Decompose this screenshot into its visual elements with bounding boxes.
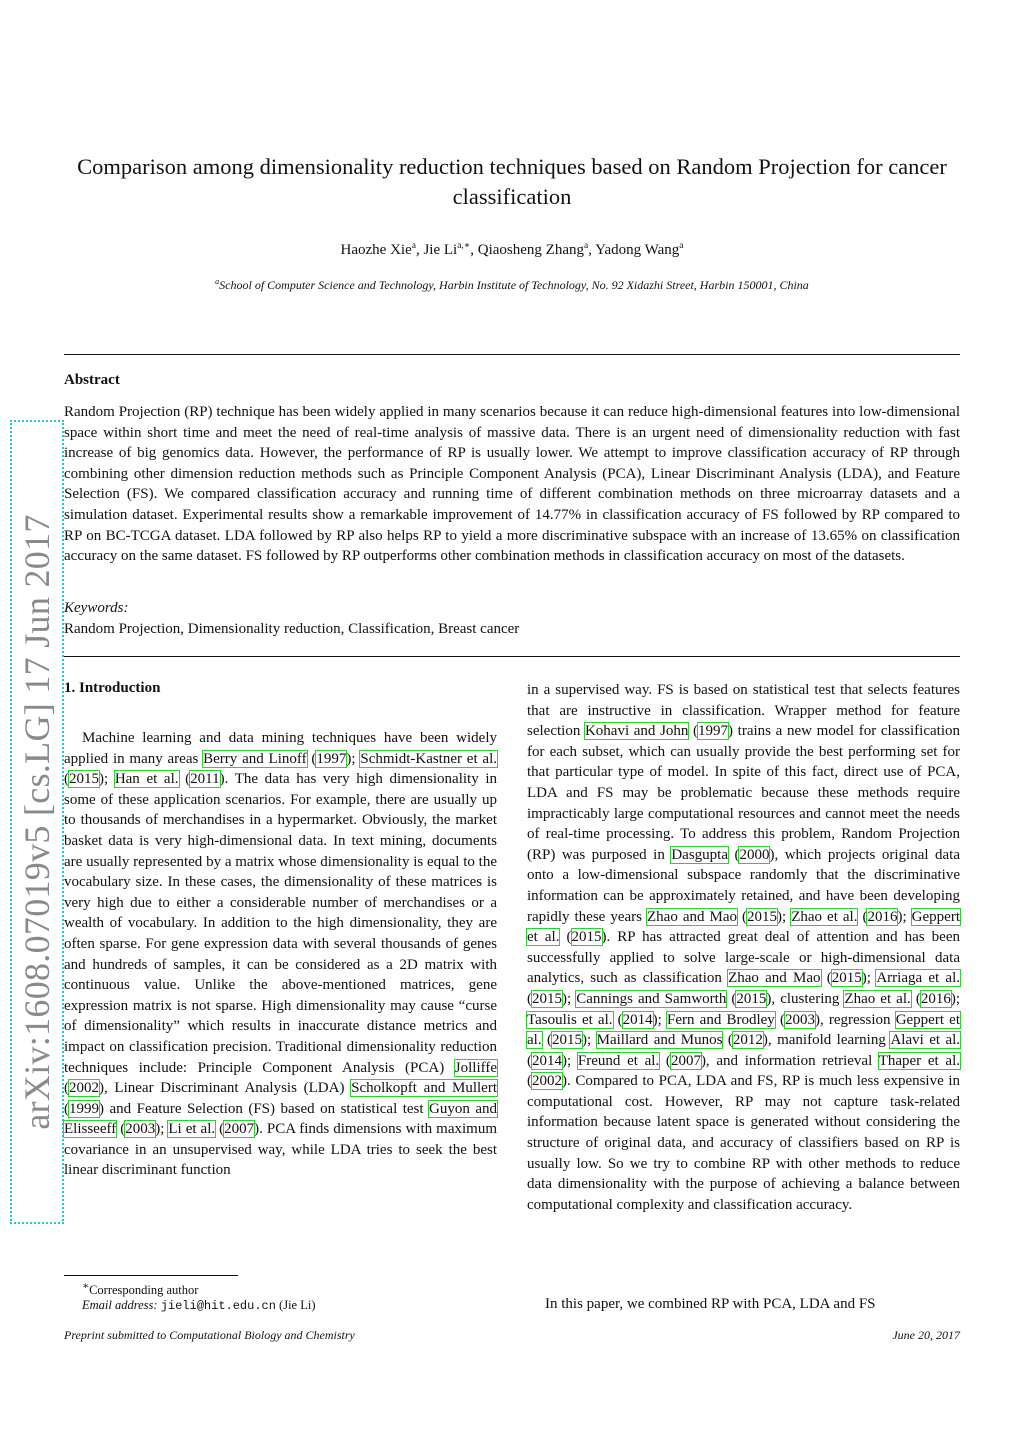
paragraph-text: ); [155, 1121, 169, 1138]
abstract-text: Random Projection (RP) technique has been widely applied in many scenarios because it can reduce high-dimensional features into low-dimensional space within short time and meet the need of real-time analysis of massive data. There is an urgent need of dimensionality reduction with fast increase of big genomics data. However, the performance of RP is usually lower. We attempt to improve classification accuracy of RP through combining other dimension reduction methods such as Principle Component Analysis (PCA), Linear Discriminant Analysis (LDA), and Feature Selection (FS). We compared classification accuracy and running time of different combination methods on three microarray datasets and a simulation dataset. Experimental results show a remarkable improvement of 14.77% in classification accuracy of FS followed by RP compared to RP on BC-TCGA dataset. LDA followed by RP also helps RP to yield a more discriminative subspace with an increase of 13.65% on classification accuracy on the same dataset. FS followed by RP outperforms other combination methods in classification accuracy on most of the datasets. [64, 404, 960, 565]
citation-link[interactable]: Zhao et al. [844, 990, 911, 1007]
paragraph-text: ); [99, 771, 115, 788]
paragraph-text: ( [64, 771, 69, 788]
paragraph-text: ); [897, 908, 912, 925]
paragraph-text: ( [178, 771, 191, 788]
paragraph-text: ). RP has attracted great deal of attention and has been successfully applied to solve large-scale or high-dimensional data analytics, such as classification [527, 929, 960, 987]
paragraph-text: Machine learning and data mining techniques have been widely applied in many areas [64, 730, 497, 767]
paragraph-text: ); [582, 1032, 597, 1049]
citation-link[interactable]: Guyon and Elisseeff [64, 1100, 497, 1138]
citation-link[interactable]: Freund et al. [577, 1052, 660, 1069]
paragraph-text: ( [737, 908, 748, 925]
paragraph-text: ( [527, 990, 532, 1007]
paragraph-text: in a supervised way. FS is based on statistical test that selects features that are instructive in classification. Wrapper method for feature selection [527, 682, 960, 740]
author-affil-mark[interactable]: a,∗ [457, 241, 471, 251]
keywords-text: Random Projection, Dimensionality reduction, Classification, Breast cancer [64, 621, 520, 637]
citation-link[interactable]: Arriaga et al. [876, 970, 960, 987]
abstract-bottom-rule [64, 656, 960, 657]
citation-link[interactable]: 2015 [747, 908, 778, 925]
affiliation [60, 277, 964, 293]
citation-link[interactable]: Schmidt-Kastner et al. [360, 750, 497, 767]
citation-link[interactable]: Kohavi and John [584, 723, 689, 740]
author-name: Haozhe Xie [340, 242, 412, 258]
paragraph-text: ) trains a new model for classification for each subset, which can usually provide the best performing set for that particular type of model. In spite of this fact, direct use of PCA, LDA and FS may be problematic because these methods require impracticably large computational resources and cannot meet the needs of real-time processing. To address this problem, Random Projection (RP) was purposed in [527, 723, 960, 863]
paragraph-text: ( [688, 723, 699, 740]
citation-link[interactable]: 2007 [670, 1052, 701, 1069]
citation-link[interactable]: 1997 [698, 723, 729, 740]
paragraph-text: ) and Feature Selection (FS) based on statistical test [99, 1100, 430, 1117]
citation-link[interactable]: 2015 [532, 990, 562, 1007]
paragraph-text: ), regression [814, 1011, 896, 1028]
abstract-heading: Abstract [64, 372, 120, 388]
paragraph-text: ( [612, 1011, 623, 1028]
citation-link[interactable]: Scholkopft and Mullert [351, 1080, 497, 1097]
paragraph-text: ); [652, 1011, 667, 1028]
citation-link[interactable]: Thaper et al. [878, 1052, 961, 1069]
paragraph-text: ( [215, 1121, 225, 1138]
citation-link[interactable]: Cannings and Samworth [576, 990, 727, 1007]
paragraph-text: ( [857, 908, 868, 925]
citation-link[interactable]: Geppert et al. [527, 1011, 960, 1049]
email-link[interactable]: jieli@hit.edu.cn [160, 1299, 276, 1313]
paragraph-text: ). The data has very high dimensionality in some of these application scenarios. For example, there are usually up to thousands of merchandises in a hypermarket. Obviously, the market basket data is very high-dimensional data. In text mining, documents are usually represented by a matrix whose dimensionality is equal to the vocabulary size. In these cases, the dimensionality of these matrices is very high due to either a considerable number of merchandises or a wealth of vocabulary. In addition to the high dimensionality, they are often sparse. For gene expression data with several thousands of genes and hundreds of samples, it can be considered as a 2D matrix with continuous value. Unlike the above-mentioned matrices, gene expression matrix is not sparse. High dimensionality may cause “curse of dimensionality” which results in inaccurate distance metrics and impact on classification precision. Traditional dimensionality reduction techniques include: Principle Component Analysis (PCA) [64, 771, 498, 1076]
paragraph-text: ( [527, 1052, 532, 1069]
paragraph-text: ( [722, 1032, 733, 1049]
section-heading: 1. Introduction [64, 680, 161, 696]
paragraph-text: ); [346, 750, 361, 767]
citation-link[interactable]: 2015 [69, 771, 99, 788]
paragraph-text: ( [541, 1032, 553, 1049]
citation-link[interactable]: 2003 [784, 1011, 815, 1028]
paragraph-text: ( [774, 1011, 785, 1028]
paragraph-text: ); [562, 990, 577, 1007]
abstract-top-rule [64, 354, 960, 355]
citation-link[interactable]: 2015 [571, 929, 602, 946]
email-label: Email address: [82, 1298, 158, 1312]
citation-link[interactable]: Maillard and Munos [596, 1032, 723, 1049]
author-name: Yadong Wang [595, 242, 680, 258]
paragraph-text: ), clustering [766, 990, 845, 1007]
paragraph-text: ), and information retrieval [700, 1052, 879, 1069]
paper-title: Comparison among dimensionality reduction techniques based on Random Projection for cancer classification [77, 154, 947, 209]
citation-link[interactable]: 2014 [622, 1011, 653, 1028]
footnote-mark: ∗ [82, 1281, 90, 1292]
arxiv-stamp[interactable] [10, 420, 64, 1224]
citation-link[interactable]: Geppert et al. [527, 908, 960, 946]
citation-link[interactable]: 2003 [125, 1121, 156, 1138]
citation-link[interactable]: Jolliffe [454, 1059, 497, 1076]
citation-link[interactable]: 2015 [552, 1032, 583, 1049]
citation-link[interactable]: Zhao and Mao [728, 970, 821, 987]
paragraph-text: ( [64, 1080, 69, 1097]
footnote-text: Corresponding author [89, 1283, 199, 1298]
author-name: Qiaosheng Zhang [477, 242, 584, 258]
citation-link[interactable]: Alavi et al. [890, 1032, 961, 1049]
author-affil-mark: a [679, 241, 684, 251]
paragraph-text: ); [777, 908, 792, 925]
affiliation-text: School of Computer Science and Technology, Harbin Institute of Technology, No. 92 Xidazhi Street, Harbin 150001, China [219, 278, 809, 292]
footnote-corresponding [82, 1280, 198, 1298]
citation-link[interactable]: Fern and Brodley [667, 1011, 775, 1028]
footer-journal: Preprint submitted to Computational Biology and Chemistry [64, 1328, 355, 1342]
intro-paragraph-right [527, 680, 960, 1215]
paragraph-text: ); [950, 990, 960, 1007]
paragraph-text: ( [116, 1121, 126, 1138]
citation-link[interactable]: 2011 [190, 771, 220, 788]
author-list: Haozhe Xie$^a$, Jie $Li^{a,∗}$, Qiaosheng Zhang$^a$, Yadong Wang$^a$ [340, 241, 684, 258]
paragraph-text: ); [861, 970, 877, 987]
citation-link[interactable]: Han et al. [114, 771, 179, 788]
paragraph-text: ( [727, 846, 740, 863]
paragraph-text: ( [910, 990, 921, 1007]
citation-link[interactable]: 2014 [532, 1052, 562, 1069]
citation-link[interactable]: Tasoulis et al. [527, 1011, 613, 1028]
paragraph-text: ( [726, 990, 737, 1007]
arxiv-stamp-text: arXiv:1608.07019v5 [cs.LG] 17 Jun 2017 [17, 514, 57, 1130]
paragraph-text: ), Linear Discriminant Analysis (LDA) [99, 1080, 352, 1097]
citation-link[interactable]: 2002 [69, 1080, 99, 1097]
citation-link[interactable]: Zhao et al. [791, 908, 858, 925]
citation-link[interactable]: 2007 [224, 1121, 255, 1138]
citation-link[interactable]: Li et al. [168, 1121, 216, 1138]
footnote-email [82, 1298, 316, 1313]
keywords-heading: Keywords: [64, 600, 129, 616]
paragraph-text: ( [659, 1052, 671, 1069]
paragraph-text: ), which projects original data onto a low-dimensional subspace randomly that the discriminative information can be approximately retained, and have been developing rapidly these years [527, 846, 961, 925]
citation-link[interactable]: 2015 [736, 990, 767, 1007]
citation-link[interactable]: 2000 [739, 846, 770, 863]
paragraph-text: ); [562, 1052, 578, 1069]
citation-link[interactable]: Dasgupta [671, 846, 728, 863]
paragraph-text: ( [306, 750, 317, 767]
email-name: (Jie Li) [279, 1298, 316, 1312]
author-name: Jie Li [423, 242, 458, 258]
intro-paragraph-right-2: In this paper, we combined RP with PCA, LDA and FS [545, 1296, 876, 1312]
affiliation-mark: a [215, 277, 220, 286]
author-affil-mark: a [584, 241, 589, 251]
paragraph-text: ( [64, 1100, 69, 1117]
citation-link[interactable]: 2002 [532, 1073, 562, 1090]
paragraph-text: ). PCA finds dimensions with maximum covariance in an unsupervised way, while LDA tries to seek the best linear discriminant function [64, 1121, 498, 1179]
citation-link[interactable]: 2016 [867, 908, 898, 925]
citation-link[interactable]: 2012 [732, 1032, 763, 1049]
paragraph-text: ( [820, 970, 832, 987]
citation-link[interactable]: Berry and Linoff [203, 750, 307, 767]
citation-link[interactable]: 2016 [920, 990, 951, 1007]
citation-link[interactable]: 2015 [831, 970, 862, 987]
paragraph-text: ( [559, 929, 572, 946]
paragraph-text: ). Compared to PCA, LDA and FS, RP is much less expensive in computational cost. However, RP may not capture task-related information because latent space is generated without considering the structure of original data, and accuracy of classifiers based on RP is usually low. So we try to combine RP with other methods to reduce data dimensionality with the purpose of achieving a balance between computational complexity and classification accuracy. [527, 1073, 960, 1213]
footnote-rule [64, 1275, 238, 1276]
citation-link[interactable]: Zhao and Mao [647, 908, 738, 925]
citation-link[interactable]: 1999 [69, 1100, 99, 1117]
paragraph-text: ), manifold learning [762, 1032, 891, 1049]
author-affil-mark: a [411, 241, 416, 251]
footer-date: June 20, 2017 [892, 1328, 960, 1342]
paragraph-text: ( [527, 1073, 532, 1090]
intro-paragraph-left [64, 728, 497, 1181]
citation-link[interactable]: 1997 [316, 750, 347, 767]
